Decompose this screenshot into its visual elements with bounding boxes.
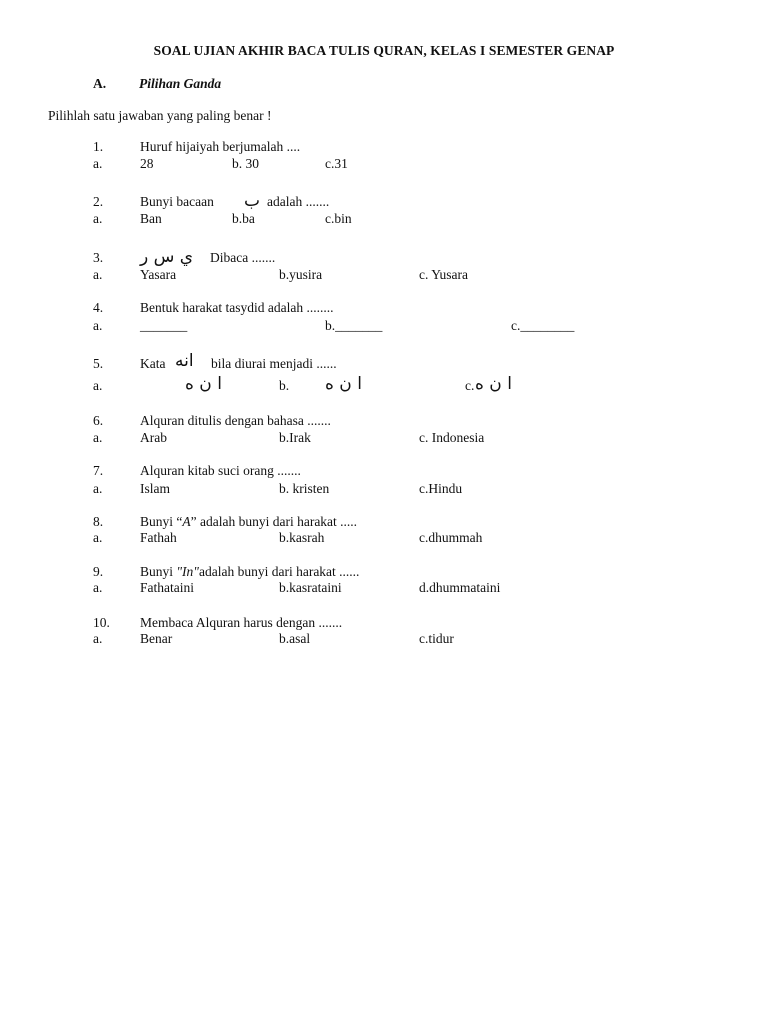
question-text-post: adalah ....... xyxy=(267,194,330,209)
option-b: b.kasrah xyxy=(279,530,325,545)
option-label: a. xyxy=(93,530,103,545)
instruction: Pilihlah satu jawaban yang paling benar ! xyxy=(48,108,272,123)
question-text-post: bila diurai menjadi ...... xyxy=(211,356,337,371)
option-a: Islam xyxy=(140,481,170,496)
option-c: c.________ xyxy=(511,318,575,333)
option-c: d.dhummataini xyxy=(419,580,501,595)
question-number: 9. xyxy=(93,564,104,579)
arabic-word: انه xyxy=(175,351,194,371)
option-c: c.bin xyxy=(325,211,352,226)
option-a: _______ xyxy=(140,318,188,333)
option-c: c.tidur xyxy=(419,631,454,646)
question-number: 8. xyxy=(93,514,104,529)
option-a: Fathah xyxy=(140,530,177,545)
question-text: Alquran kitab suci orang ....... xyxy=(140,463,301,478)
option-b: b._______ xyxy=(325,318,383,333)
option-label: a. xyxy=(93,318,103,333)
option-b: b. 30 xyxy=(232,156,259,171)
question-text-post: ” adalah bunyi dari harakat ..... xyxy=(190,514,358,529)
option-a: Arab xyxy=(140,430,167,445)
section-name: Pilihan Ganda xyxy=(139,76,222,91)
option-label: a. xyxy=(93,156,103,171)
question-text-pre: Kata xyxy=(140,356,166,371)
option-c: c. Indonesia xyxy=(419,430,485,445)
question-number: 5. xyxy=(93,356,104,371)
option-c: c. Yusara xyxy=(419,267,468,282)
arabic-word: ي س ر xyxy=(140,247,194,267)
section-heading xyxy=(93,76,221,92)
option-a-arabic: ا ن ه xyxy=(185,374,222,394)
arabic-letter: ب xyxy=(244,191,261,211)
option-b: b. xyxy=(279,378,290,393)
question-number: 3. xyxy=(93,250,104,265)
question-number: 6. xyxy=(93,413,104,428)
question-number: 7. xyxy=(93,463,104,478)
option-b: b.asal xyxy=(279,631,311,646)
option-label: a. xyxy=(93,481,103,496)
page-title: SOAL UJIAN AKHIR BACA TULIS QURAN, KELAS I SEMESTER GENAP xyxy=(153,43,615,58)
option-a: Ban xyxy=(140,211,162,226)
question-text-pre: Bunyi bacaan xyxy=(140,194,214,209)
question-number: 2. xyxy=(93,194,104,209)
option-b: b. kristen xyxy=(279,481,330,496)
question-text: Bentuk harakat tasydid adalah ........ xyxy=(140,300,334,315)
option-c: c.dhummah xyxy=(419,530,483,545)
question-text: Membaca Alquran harus dengan ....... xyxy=(140,615,343,630)
option-c-arabic: ا ن ه xyxy=(475,374,512,394)
question-text-italic: "In" xyxy=(176,564,199,579)
question-text xyxy=(140,514,357,530)
option-b: b.kasrataini xyxy=(279,580,342,595)
section-letter: A. xyxy=(93,76,107,91)
option-a: Yasara xyxy=(140,267,177,282)
question-text-pre: Bunyi “ xyxy=(140,514,183,529)
option-label: a. xyxy=(93,631,103,646)
question-text-pre: Bunyi xyxy=(140,564,177,579)
option-c: c.Hindu xyxy=(419,481,463,496)
option-b: b.ba xyxy=(232,211,255,226)
question-text: Huruf hijaiyah berjumalah .... xyxy=(140,139,301,154)
option-a: 28 xyxy=(140,156,154,171)
option-label: a. xyxy=(93,267,103,282)
option-a: Fathataini xyxy=(140,580,194,595)
option-c: c. xyxy=(465,378,475,393)
option-label: a. xyxy=(93,211,103,226)
option-c: c.31 xyxy=(325,156,348,171)
question-number: 10. xyxy=(93,615,110,630)
option-label: a. xyxy=(93,580,103,595)
question-text-post: Dibaca ....... xyxy=(210,250,276,265)
question-text: Alquran ditulis dengan bahasa ....... xyxy=(140,413,331,428)
option-b: b.Irak xyxy=(279,430,311,445)
option-label: a. xyxy=(93,430,103,445)
option-b-arabic: ا ن ه xyxy=(325,374,362,394)
question-text-italic: A xyxy=(182,514,191,529)
option-b: b.yusira xyxy=(279,267,323,282)
option-label: a. xyxy=(93,378,103,393)
question-number: 4. xyxy=(93,300,104,315)
question-text-post: adalah bunyi dari harakat ...... xyxy=(198,564,360,579)
question-number: 1. xyxy=(93,139,104,154)
question-text xyxy=(140,564,359,580)
option-a: Benar xyxy=(140,631,173,646)
